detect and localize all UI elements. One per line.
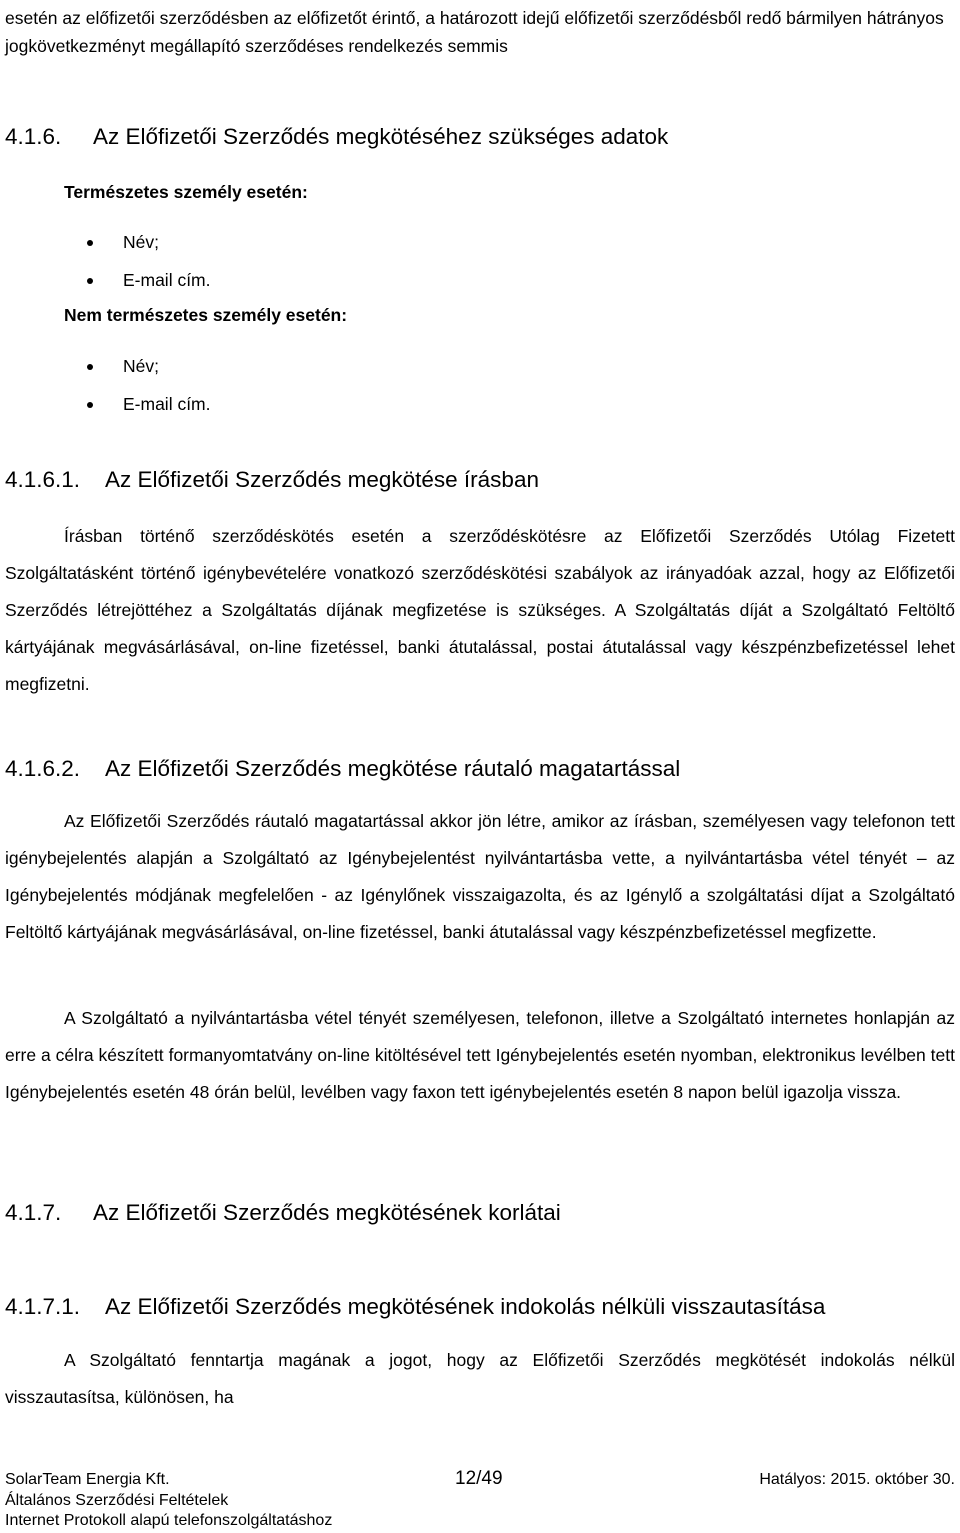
non-natural-person-label: Nem természetes személy esetén: — [64, 305, 348, 325]
footer-effective-date: Hatályos: 2015. október 30. — [759, 1471, 955, 1488]
section-number: 4.1.6. — [5, 124, 62, 149]
footer-page-number: 12/49 — [455, 1468, 503, 1489]
paragraph — [5, 803, 955, 951]
list-item — [0, 268, 960, 292]
list-item-text: E-mail cím. — [123, 270, 211, 290]
paragraph-text: Az Előfizetői Szerződés ráutaló magatartással akkor jön létre, amikor az írásban, személyesen vagy telefonon tett igénybejelentés alapján a Szolgáltató az Igénybejelentést nyilvántartásba vette, a nyilvántartásba vétel tényét – az Igénybejelentés módjának megfelelően - az Igénylőnek visszaigazolta, és az Igénylő a szolgáltatási díjat a Szolgáltató Feltöltő kártyájának megvásárlásával, on-line fizetéssel, banki átutalással vagy készpénzbefizetéssel megfizette. — [5, 811, 955, 942]
paragraph — [5, 1342, 955, 1416]
section-number: 4.1.7.1. — [5, 1294, 81, 1319]
bullet-icon — [87, 240, 93, 246]
section-title: Az Előfizetői Szerződés megkötésének indokolás nélküli visszautasítása — [105, 1294, 826, 1319]
footer-doc-title: Általános Szerződési Feltételek — [5, 1492, 229, 1509]
section-number: 4.1.6.1. — [5, 467, 81, 492]
paragraph-text: A Szolgáltató a nyilvántartásba vétel tényét személyesen, telefonon, illetve a Szolgáltató internetes honlapján az erre a célra készített formanyomtatvány on-line kitöltésével tett Igénybejelentés esetén nyomban, elektronikus levélben tett Igénybejelentés esetén 48 órán belül, levélben vagy faxon tett igénybejelentés esetén 8 napon belül igazolja vissza. — [5, 1008, 955, 1102]
footer-doc-subtitle: Internet Protokoll alapú telefonszolgáltatáshoz — [5, 1512, 333, 1529]
list-item — [0, 230, 960, 254]
paragraph-text: Írásban történő szerződéskötés esetén a szerződéskötésre az Előfizetői Szerződés Utólag Fizetett Szolgáltatásként történő igénybevételére vonatkozó szerződéskötési szabályok az irányadóak azzal, hogy az Előfizetői Szerződés létrejöttéhez a Szolgáltatás díjának megfizetése is szükséges. A Szolgáltatás díját a Szolgáltató Feltöltő kártyájának megvásárlásával, on-line fizetéssel, banki átutalással, postai átutalással vagy készpénzbefizetéssel lehet megfizetni. — [5, 526, 955, 694]
paragraph — [5, 1000, 955, 1111]
footer-company: SolarTeam Energia Kft. — [5, 1471, 170, 1488]
section-title: Az Előfizetői Szerződés megkötéséhez szükséges adatok — [93, 124, 669, 149]
paragraph — [5, 518, 955, 703]
list-item-text: Név; — [123, 356, 159, 376]
section-title: Az Előfizetői Szerződés megkötésének korlátai — [93, 1200, 561, 1225]
natural-person-label: Természetes személy esetén: — [64, 182, 308, 202]
section-title: Az Előfizetői Szerződés megkötése ráutaló magatartással — [105, 756, 681, 781]
bullet-icon — [87, 278, 93, 284]
list-item-text: E-mail cím. — [123, 394, 211, 414]
section-number: 4.1.6.2. — [5, 756, 81, 781]
list-item-text: Név; — [123, 232, 159, 252]
bullet-icon — [87, 402, 93, 408]
section-number: 4.1.7. — [5, 1200, 62, 1225]
bullet-icon — [87, 364, 93, 370]
list-item — [0, 392, 960, 416]
paragraph-text: A Szolgáltató fenntartja magának a jogot, hogy az Előfizetői Szerződés megkötését indokolás nélkül visszautasítsa, különösen, ha — [5, 1350, 955, 1407]
intro-paragraph: esetén az előfizetői szerződésben az előfizetőt érintő, a határozott idejű előfizetői szerződésből redő bármilyen hátrányos jogkövetkezményt megállapító szerződéses rendelkezés semmis — [5, 8, 944, 56]
section-title: Az Előfizetői Szerződés megkötése írásban — [105, 467, 539, 492]
list-item — [0, 354, 960, 378]
